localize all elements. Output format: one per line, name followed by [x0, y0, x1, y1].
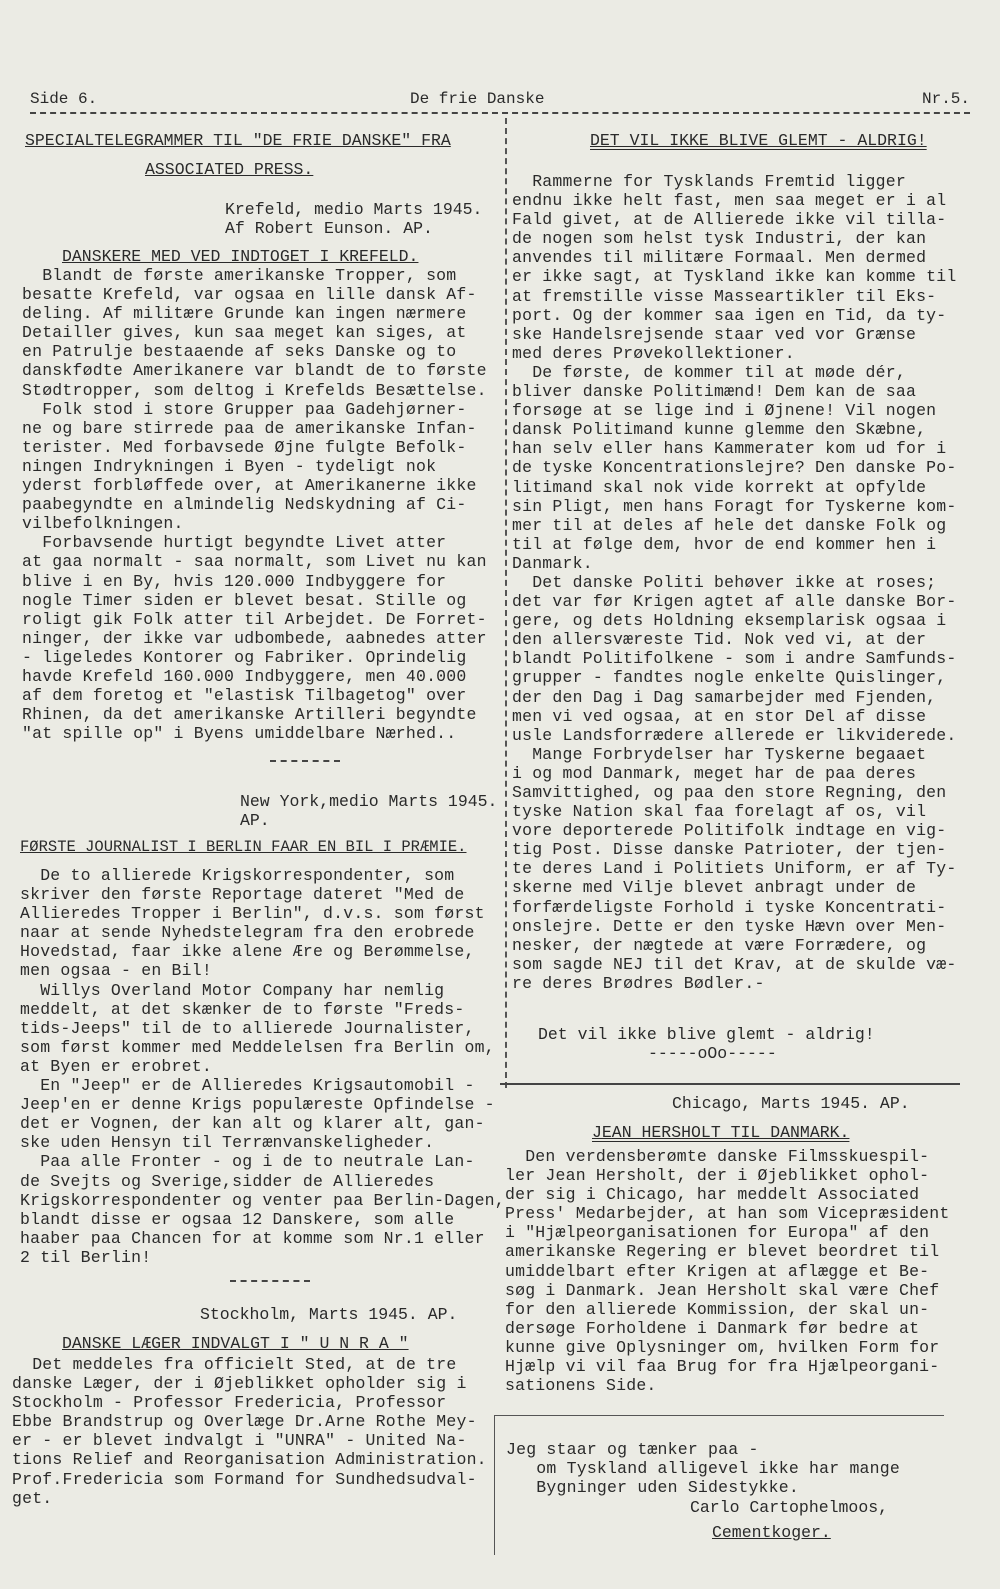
separator-rule	[270, 760, 340, 762]
left-article1-body: Blandt de første amerikanske Tropper, som besatte Krefeld, var ogsaa en lille dansk Af- deling. Af militære Grunde kan ingen nærmere Detailler gives, kun saa meget kan siges, at en Patrulje bestaaende af seks Danske og to danskfødte Amerikanere var blandt de to første Stødtropper, som deltog i Krefelds Besættelse. Folk stod i store Grupper paa Gadehjørner- ne og bare stirrede paa de amerikanske Infan- terister. Med forbavsede Øjne fulgte Befolk- ningen Indrykningen i Byen - tydeligt nok yderst forbløffede over, at Amerikanerne ikke paabegyndte en almindelig Nedskydning af Ci- vilbefolkningen. Forbavsende hurtigt begyndte Livet atter at gaa normalt - saa normalt, som Livet nu kan blive i en By, hvis 120.000 Indbyggere for nogle Timer siden er blevet besat. Stille og roligt gik Folk atter til Arbejdet. De Forret- ninger, der ikke var udbombede, aabnedes atter - ligeledes Kontorer og Fabriker. Oprindelig havde Krefeld 160.000 Indbyggere, men 40.000 af dem foretog et "elastisk Tilbagetog" over Rhinen, da det amerikanske Artilleri begyndte "at spille op" i Byens umiddelbare Nærhed..	[22, 266, 487, 744]
left-article2-dateline: New York,medio Marts 1945.	[240, 792, 498, 811]
box-border-left	[494, 1415, 495, 1555]
right-article2-headline: JEAN HERSHOLT TIL DANMARK.	[592, 1123, 850, 1142]
left-article3-body: Det meddeles fra officielt Sted, at de tre danske Læger, der i Øjeblikket opholder sig i Stockholm - Professor Fredericia, Professor Ebbe Brandstrup og Overlæge Dr.Arne Rothe Mey- er - er blevet indvalgt i "UNRA" - United Na- tions Relief and Reorganisation Administration. Prof.Fredericia som Formand for Sundhedsudval- get.	[12, 1355, 487, 1508]
right-box-signature-title: Cementkoger.	[712, 1523, 831, 1542]
column-divider	[505, 118, 507, 1088]
right-article2-dateline: Chicago, Marts 1945. AP.	[672, 1094, 910, 1113]
right-article2-body: Den verdensberømte danske Filmsskuespil- ler Jean Hersholt, der i Øjeblikket ophol- der sig i Chicago, har meddelt Associated Press' Medarbejder, at han som Vicepræsident i "Hjælpeorganisationen for Europa" af den amerikanske Regering er blevet beordret til umiddelbart efter Krigen at aflægge et Be- søg i Danmark. Jean Hersholt skal være Chef for den allierede Kommission, der skal un- dersøge Forholdene i Danmark før bedre at kunne give Oplysninger om, hvilken Form for Hjælp vi vil faa Brug for fra Hjælpeorgani- sationens Side.	[505, 1147, 950, 1396]
left-article1-byline: Af Robert Eunson. AP.	[225, 219, 433, 238]
left-article1-dateline: Krefeld, medio Marts 1945.	[225, 200, 483, 219]
left-article3-dateline: Stockholm, Marts 1945. AP.	[200, 1305, 458, 1324]
separator-rule	[230, 1280, 310, 1282]
left-article3-headline: DANSKE LÆGER INDVALGT I " U N R A "	[62, 1334, 409, 1353]
left-article1-title-line1: SPECIALTELEGRAMMER TIL "DE FRIE DANSKE" FRA	[25, 131, 451, 150]
right-article1-closing: Det vil ikke blive glemt - aldrig!	[538, 1025, 875, 1044]
end-mark: -----oOo-----	[648, 1044, 777, 1063]
newspaper-title: De frie Danske	[410, 90, 545, 108]
left-article2-source: AP.	[240, 811, 270, 830]
left-article2-headline: FØRSTE JOURNALIST I BERLIN FAAR EN BIL I PRÆMIE.	[20, 838, 467, 856]
page-number: Side 6.	[30, 90, 98, 108]
right-article1-headline: DET VIL IKKE BLIVE GLEMT - ALDRIG!	[590, 131, 927, 150]
left-article1-title-line2: ASSOCIATED PRESS.	[145, 160, 314, 179]
left-article1-headline: DANSKERE MED VED INDTOGET I KREFELD.	[62, 247, 419, 266]
right-box-signature: Carlo Cartophelmoos,	[690, 1498, 889, 1517]
box-border-top	[494, 1415, 944, 1416]
right-article1-body: Rammerne for Tysklands Fremtid ligger endnu ikke helt fast, men saa meget er i al Fald givet, at de Allierede ikke vil tilla- de nogen som helst tysk Industri, der kan anvendes til militære Formaal. Men dermed er ikke sagt, at Tyskland ikke kan komme til at fremstille visse Masseartikler til Eks- port. Og der kommer saa igen en Tid, da ty- ske Handelsrejsende staar ved vor Grænse med deres Prøvekollektioner. De første, de kommer til at møde dér, bliver danske Politimænd! Dem kan de saa forsøge at se lige ind i Øjnene! Vil nogen dansk Politimand kunne glemme den Skæbne, han selv eller hans Kammerater kom ud for i de tyske Koncentrationslejre? Den danske Po- litimand skal nok vide korrekt at opfylde sin Pligt, men hans Foragt for Tyskerne kom- mer til at deles af hele det danske Folk og til at følge dem, hvor de end kommer hen i Danmark. Det danske Politi behøver ikke at roses; det var før Krigen agtet af alle danske Bor- gere, og dets Holdning eksemplarisk ogsaa i den allersværeste Tid. Nok ved vi, at der blandt Politifolkene - som i andre Samfunds- grupper - fandtes nogle enkelte Quislinger, der den Dag i Dag samarbejder med Fjenden, men vi ved ogsaa, at en stor Del af disse usle Landsforrædere allerede er likviderede. Mange Forbrydelser har Tyskerne begaaet i og mod Danmark, meget har de paa deres Samvittighed, og paa den store Regning, den tyske Nation skal faa forelagt af os, vil vore deporterede Politifolk indtage en vig- tig Post. Disse danske Patrioter, der tjen- te deres Land i Politiets Uniform, er af Ty- skerne med Vilje blevet anbragt under de forfærdeligste Forhold i tyske Koncentrati- onslejre. Dette er den tyske Hævn over Men- nesker, der nægtede at være Forrædere, og som sagde NEJ til det Krav, at de skulde væ- re deres Brødres Bødler.-	[512, 172, 957, 993]
issue-number: Nr.5.	[921, 90, 970, 108]
page-header	[30, 90, 970, 114]
horizontal-divider	[500, 1083, 960, 1085]
left-article2-body: De to allierede Krigskorrespondenter, som skriver den første Reportage dateret "Med de Allieredes Tropper i Berlin", d.v.s. som først naar at sende Nyhedstelegram fra den erobrede Hovedstad, faar ikke alene Ære og Berømmelse, men ogsaa - en Bil! Willys Overland Motor Company har nemlig meddelt, at det skænker de to første "Freds- tids-Jeeps" til de to allierede Journalister, som først kommer med Meddelelsen fra Berlin om, at Byen er erobret. En "Jeep" er de Allieredes Krigsautomobil - Jeep'en er denne Krigs populæreste Opfindelse - det er Vognen, der kan alt og klarer alt, gan- ske uden Hensyn til Terrænvanskeligheder. Paa alle Fronter - og i de to neutrale Lan- de Svejts og Sverige,sidder de Allieredes Krigskorrespondenter og venter paa Berlin-Dagen, blandt disse er ogsaa 12 Danskere, som alle haaber paa Chancen for at komme som Nr.1 eller 2 til Berlin!	[20, 866, 505, 1267]
right-box-verse: Jeg staar og tænker paa - om Tyskland alligevel ikke har mange Bygninger uden Sidestykke.	[506, 1440, 900, 1498]
